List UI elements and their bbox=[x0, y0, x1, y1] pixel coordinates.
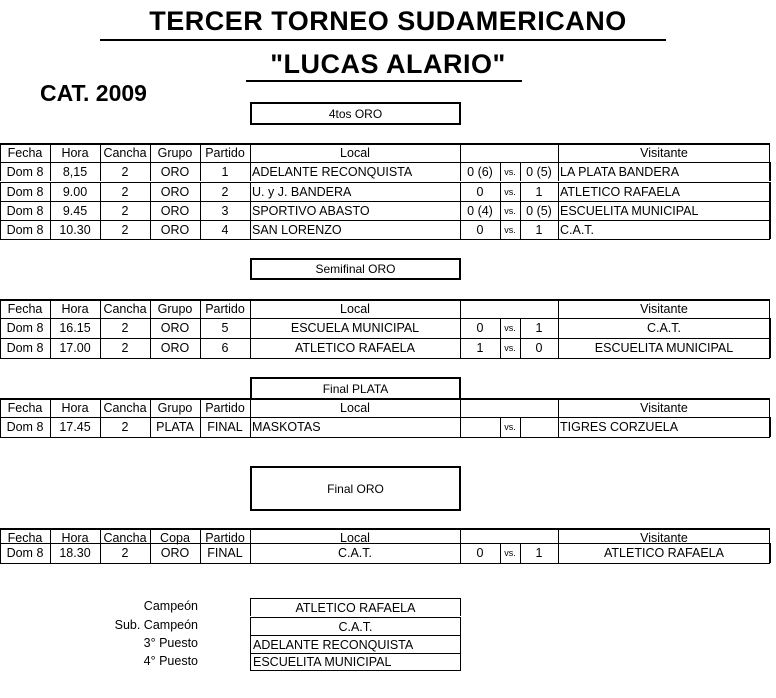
cell-grupo: ORO bbox=[160, 341, 190, 355]
cell-gl: 0 bbox=[476, 321, 484, 335]
cell-gv: 0 (5) bbox=[526, 164, 552, 179]
standing-team: ADELANTE RECONQUISTA bbox=[250, 635, 461, 653]
column-divider bbox=[200, 417, 201, 437]
column-divider bbox=[250, 220, 251, 239]
column-divider bbox=[558, 543, 559, 563]
cell-fecha: Dom 8 bbox=[6, 184, 44, 199]
column-divider bbox=[558, 398, 559, 418]
cell-local: ADELANTE RECONQUISTA bbox=[252, 164, 413, 179]
cell-fecha: Dom 8 bbox=[6, 203, 44, 218]
column-divider bbox=[520, 162, 521, 181]
column-divider bbox=[200, 182, 201, 201]
column-divider bbox=[558, 220, 559, 239]
column-divider bbox=[460, 543, 461, 563]
column-header-cancha: Cancha bbox=[103, 531, 147, 545]
column-divider bbox=[558, 417, 559, 437]
table-bottom-border bbox=[0, 239, 770, 240]
cell-visitante: C.A.T. bbox=[646, 321, 682, 335]
section-title-cuartos: 4tos ORO bbox=[250, 102, 461, 125]
cell-partido: 2 bbox=[221, 184, 229, 199]
column-divider bbox=[250, 338, 251, 358]
column-divider bbox=[0, 318, 1, 338]
cell-local: C.A.T. bbox=[337, 546, 373, 560]
cell-gv: 1 bbox=[535, 321, 543, 335]
cell-hora: 9.00 bbox=[62, 184, 88, 199]
cell-local: SAN LORENZO bbox=[252, 222, 342, 237]
section-title-semifinal: Semifinal ORO bbox=[250, 258, 461, 280]
standing-team: ATLETICO RAFAELA bbox=[250, 598, 461, 616]
table-bottom-border bbox=[0, 563, 770, 564]
column-divider bbox=[0, 162, 1, 181]
title-underline-1 bbox=[100, 39, 666, 41]
cell-gv: 1 bbox=[535, 184, 543, 199]
page-title-line2: "LUCAS ALARIO" bbox=[270, 49, 506, 79]
column-divider bbox=[150, 543, 151, 563]
column-divider bbox=[50, 398, 51, 418]
versus-label: vs. bbox=[504, 548, 516, 558]
column-divider bbox=[250, 143, 251, 163]
column-header-local: Local bbox=[340, 146, 370, 160]
cell-cancha: 2 bbox=[121, 164, 129, 179]
column-header-grupo: Grupo bbox=[157, 302, 193, 316]
column-divider bbox=[500, 417, 501, 437]
column-divider bbox=[150, 338, 151, 358]
column-divider bbox=[200, 318, 201, 338]
cell-local: MASKOTAS bbox=[252, 420, 321, 434]
column-divider bbox=[520, 417, 521, 437]
column-divider bbox=[770, 543, 771, 563]
column-divider bbox=[460, 220, 461, 239]
column-divider bbox=[50, 220, 51, 239]
column-divider bbox=[460, 417, 461, 437]
standing-label: Campeón bbox=[143, 599, 198, 613]
column-divider bbox=[0, 182, 1, 201]
column-divider bbox=[50, 417, 51, 437]
column-divider bbox=[100, 398, 101, 418]
versus-label: vs. bbox=[504, 422, 516, 432]
column-divider bbox=[558, 318, 559, 338]
column-divider bbox=[770, 318, 771, 338]
column-divider bbox=[100, 417, 101, 437]
column-divider bbox=[250, 417, 251, 437]
column-divider bbox=[150, 398, 151, 418]
column-divider bbox=[520, 338, 521, 358]
cell-hora: 17.00 bbox=[59, 341, 91, 355]
column-divider bbox=[250, 162, 251, 181]
column-divider bbox=[769, 182, 770, 201]
column-divider bbox=[0, 543, 1, 563]
column-divider bbox=[100, 182, 101, 201]
column-divider bbox=[200, 543, 201, 563]
column-divider bbox=[50, 201, 51, 220]
versus-label: vs. bbox=[504, 323, 516, 333]
column-header-visitante: Visitante bbox=[640, 302, 688, 316]
cell-visitante: ATLETICO RAFAELA bbox=[604, 546, 724, 560]
cell-hora: 18.30 bbox=[59, 546, 91, 560]
column-header-copa: Copa bbox=[160, 531, 190, 545]
column-header-hora: Hora bbox=[61, 531, 89, 545]
column-divider bbox=[558, 201, 559, 220]
standing-label: 3° Puesto bbox=[143, 636, 198, 650]
column-divider bbox=[0, 417, 1, 437]
column-header-fecha: Fecha bbox=[7, 146, 43, 160]
cell-visitante: C.A.T. bbox=[560, 222, 595, 237]
column-divider bbox=[500, 338, 501, 358]
cell-gv: 0 (5) bbox=[526, 203, 552, 218]
column-divider bbox=[150, 182, 151, 201]
column-header-local: Local bbox=[340, 531, 370, 545]
column-divider bbox=[770, 417, 771, 437]
column-divider bbox=[200, 143, 201, 163]
cell-local: SPORTIVO ABASTO bbox=[252, 203, 370, 218]
column-divider bbox=[100, 220, 101, 239]
column-divider bbox=[460, 299, 461, 319]
column-divider bbox=[200, 220, 201, 239]
column-divider bbox=[250, 201, 251, 220]
column-divider bbox=[500, 318, 501, 338]
column-header-fecha: Fecha bbox=[7, 531, 43, 545]
column-divider bbox=[770, 201, 771, 220]
table-bottom-border bbox=[0, 358, 770, 359]
column-divider bbox=[769, 543, 770, 563]
column-divider bbox=[460, 143, 461, 163]
column-divider bbox=[50, 299, 51, 319]
column-divider bbox=[50, 543, 51, 563]
column-divider bbox=[0, 143, 1, 163]
versus-label: vs. bbox=[504, 166, 516, 177]
cell-local: ESCUELA MUNICIPAL bbox=[290, 321, 420, 335]
column-divider bbox=[500, 162, 501, 181]
column-header-local: Local bbox=[340, 302, 370, 316]
cell-hora: 10.30 bbox=[59, 222, 91, 237]
column-divider bbox=[150, 143, 151, 163]
column-divider bbox=[150, 417, 151, 437]
column-divider bbox=[520, 201, 521, 220]
column-divider bbox=[769, 162, 770, 181]
column-divider bbox=[200, 338, 201, 358]
column-divider bbox=[500, 182, 501, 201]
cell-partido: 3 bbox=[221, 203, 229, 218]
cell-fecha: Dom 8 bbox=[6, 321, 44, 335]
cell-visitante: ESCUELITA MUNICIPAL bbox=[594, 341, 734, 355]
cell-gl: 0 bbox=[476, 222, 484, 237]
cell-cancha: 2 bbox=[121, 420, 129, 434]
table-bottom-border bbox=[0, 437, 770, 438]
column-divider bbox=[0, 398, 1, 418]
page-title-line1: TERCER TORNEO SUDAMERICANO bbox=[149, 6, 627, 36]
column-header-visitante: Visitante bbox=[640, 146, 688, 160]
cell-cancha: 2 bbox=[121, 184, 129, 199]
cell-gl: 0 bbox=[476, 546, 484, 560]
column-header-grupo: Grupo bbox=[157, 146, 193, 160]
column-divider bbox=[770, 220, 771, 239]
standing-team: ESCUELITA MUNICIPAL bbox=[250, 653, 461, 671]
cell-grupo: ORO bbox=[160, 546, 190, 560]
cell-cancha: 2 bbox=[121, 203, 129, 218]
cell-visitante: ATLETICO RAFAELA bbox=[560, 184, 680, 199]
column-divider bbox=[50, 318, 51, 338]
cell-partido: FINAL bbox=[207, 546, 243, 560]
column-divider bbox=[558, 299, 559, 319]
column-divider bbox=[200, 398, 201, 418]
column-header-partido: Partido bbox=[205, 401, 245, 415]
column-divider bbox=[150, 162, 151, 181]
column-divider bbox=[770, 182, 771, 201]
column-divider bbox=[460, 201, 461, 220]
column-divider bbox=[100, 318, 101, 338]
versus-label: vs. bbox=[504, 224, 516, 235]
cell-partido: 5 bbox=[221, 321, 229, 335]
cell-cancha: 2 bbox=[121, 546, 129, 560]
cell-partido: 1 bbox=[221, 164, 229, 179]
versus-label: vs. bbox=[504, 205, 516, 216]
cell-visitante: ESCUELITA MUNICIPAL bbox=[560, 203, 699, 218]
cell-gv: 1 bbox=[535, 222, 543, 237]
cell-fecha: Dom 8 bbox=[6, 420, 44, 434]
column-header-cancha: Cancha bbox=[103, 302, 147, 316]
column-header-hora: Hora bbox=[61, 146, 89, 160]
column-divider bbox=[769, 220, 770, 239]
column-divider bbox=[769, 143, 770, 163]
column-divider bbox=[250, 318, 251, 338]
cell-local: ATLETICO RAFAELA bbox=[295, 341, 415, 355]
column-divider bbox=[100, 162, 101, 181]
versus-label: vs. bbox=[504, 186, 516, 197]
column-divider bbox=[460, 318, 461, 338]
column-header-visitante: Visitante bbox=[640, 401, 688, 415]
column-divider bbox=[200, 299, 201, 319]
column-header-fecha: Fecha bbox=[7, 302, 43, 316]
column-header-cancha: Cancha bbox=[103, 146, 147, 160]
cell-local: U. y J. BANDERA bbox=[252, 184, 352, 199]
column-divider bbox=[558, 338, 559, 358]
cell-fecha: Dom 8 bbox=[6, 546, 44, 560]
column-divider bbox=[100, 143, 101, 163]
column-divider bbox=[460, 162, 461, 181]
column-divider bbox=[558, 143, 559, 163]
column-header-partido: Partido bbox=[205, 302, 245, 316]
column-divider bbox=[150, 220, 151, 239]
cell-grupo: PLATA bbox=[156, 420, 194, 434]
versus-label: vs. bbox=[504, 343, 516, 353]
category-label: CAT. 2009 bbox=[40, 80, 147, 106]
column-divider bbox=[50, 182, 51, 201]
cell-partido: 4 bbox=[221, 222, 229, 237]
column-divider bbox=[0, 220, 1, 239]
column-divider bbox=[769, 338, 770, 358]
cell-visitante: LA PLATA BANDERA bbox=[560, 164, 680, 179]
column-divider bbox=[150, 318, 151, 338]
column-header-grupo: Grupo bbox=[157, 401, 193, 415]
column-divider bbox=[250, 182, 251, 201]
column-divider bbox=[769, 299, 770, 319]
column-divider bbox=[100, 299, 101, 319]
column-divider bbox=[769, 318, 770, 338]
cell-gv bbox=[520, 417, 558, 437]
column-divider bbox=[500, 201, 501, 220]
column-divider bbox=[520, 220, 521, 239]
column-divider bbox=[500, 543, 501, 563]
section-title-final-oro: Final ORO bbox=[250, 466, 461, 511]
column-divider bbox=[0, 201, 1, 220]
column-header-cancha: Cancha bbox=[103, 401, 147, 415]
column-divider bbox=[150, 299, 151, 319]
cell-visitante: TIGRES CORZUELA bbox=[560, 420, 679, 434]
column-divider bbox=[460, 182, 461, 201]
column-divider bbox=[100, 338, 101, 358]
column-divider bbox=[50, 143, 51, 163]
column-divider bbox=[150, 201, 151, 220]
column-divider bbox=[50, 162, 51, 181]
cell-gl: 1 bbox=[476, 341, 484, 355]
cell-cancha: 2 bbox=[121, 341, 129, 355]
cell-fecha: Dom 8 bbox=[6, 222, 44, 237]
column-divider bbox=[460, 398, 461, 418]
column-divider bbox=[100, 201, 101, 220]
standing-team: C.A.T. bbox=[250, 617, 461, 635]
column-divider bbox=[769, 398, 770, 418]
cell-grupo: ORO bbox=[160, 222, 190, 237]
column-divider bbox=[769, 417, 770, 437]
cell-hora: 17.45 bbox=[59, 420, 91, 434]
column-divider bbox=[558, 182, 559, 201]
cell-grupo: ORO bbox=[160, 321, 190, 335]
column-divider bbox=[250, 398, 251, 418]
column-divider bbox=[250, 543, 251, 563]
column-header-partido: Partido bbox=[205, 531, 245, 545]
column-header-visitante: Visitante bbox=[640, 531, 688, 545]
cell-cancha: 2 bbox=[121, 222, 129, 237]
cell-gl: 0 (4) bbox=[467, 203, 493, 218]
column-divider bbox=[100, 543, 101, 563]
cell-gl: 0 bbox=[476, 184, 484, 199]
column-header-hora: Hora bbox=[61, 302, 89, 316]
cell-cancha: 2 bbox=[121, 321, 129, 335]
cell-hora: 8,15 bbox=[62, 164, 88, 179]
cell-grupo: ORO bbox=[160, 164, 190, 179]
column-header-fecha: Fecha bbox=[7, 401, 43, 415]
column-divider bbox=[558, 162, 559, 181]
column-divider bbox=[520, 543, 521, 563]
column-divider bbox=[770, 162, 771, 181]
column-header-hora: Hora bbox=[61, 401, 89, 415]
column-divider bbox=[770, 338, 771, 358]
column-divider bbox=[200, 201, 201, 220]
column-divider bbox=[0, 299, 1, 319]
cell-grupo: ORO bbox=[160, 184, 190, 199]
column-divider bbox=[500, 220, 501, 239]
standing-label: Sub. Campeón bbox=[114, 618, 198, 632]
cell-fecha: Dom 8 bbox=[6, 164, 44, 179]
column-divider bbox=[460, 338, 461, 358]
cell-hora: 16.15 bbox=[59, 321, 91, 335]
cell-partido: FINAL bbox=[207, 420, 243, 434]
column-divider bbox=[520, 182, 521, 201]
cell-gv: 1 bbox=[535, 546, 543, 560]
cell-fecha: Dom 8 bbox=[6, 341, 44, 355]
column-divider bbox=[50, 338, 51, 358]
column-divider bbox=[520, 318, 521, 338]
column-divider bbox=[200, 162, 201, 181]
cell-hora: 9.45 bbox=[62, 203, 88, 218]
standing-label: 4° Puesto bbox=[143, 654, 198, 668]
cell-gv: 0 bbox=[535, 341, 543, 355]
section-title-final-plata: Final PLATA bbox=[250, 377, 461, 399]
cell-grupo: ORO bbox=[160, 203, 190, 218]
column-header-local: Local bbox=[340, 401, 370, 415]
title-underline-2 bbox=[246, 80, 522, 82]
column-divider bbox=[769, 201, 770, 220]
cell-gl: 0 (6) bbox=[467, 164, 493, 179]
cell-gl bbox=[460, 417, 500, 437]
cell-partido: 6 bbox=[221, 341, 229, 355]
column-header-partido: Partido bbox=[205, 146, 245, 160]
column-divider bbox=[250, 299, 251, 319]
column-divider bbox=[0, 338, 1, 358]
